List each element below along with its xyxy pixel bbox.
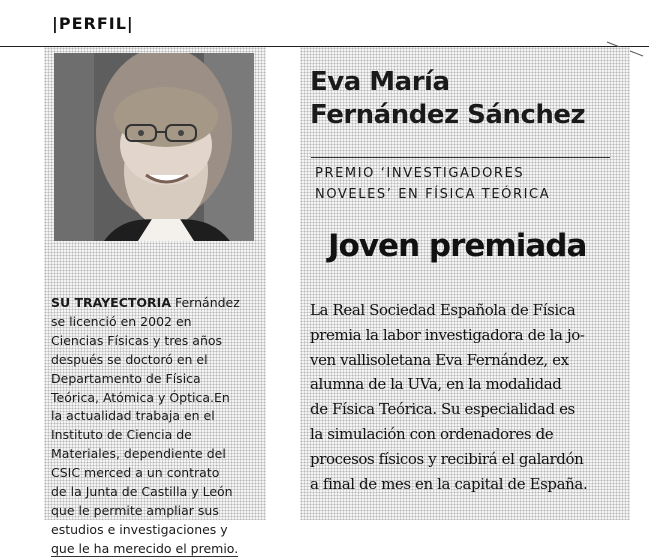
career-text-line: de la Junta de Castilla y León <box>51 484 233 500</box>
portrait-photo <box>54 53 254 241</box>
award-line: PREMIO ‘INVESTIGADORES <box>315 166 525 181</box>
career-text-line: estudios e investigaciones y <box>51 521 228 537</box>
body-line: alumna de la UVa, en la modalidad <box>310 375 562 394</box>
career-text-line: que le permite ampliar sus <box>51 502 219 518</box>
headline: Joven premiada <box>328 228 587 264</box>
sidebar-panel <box>44 47 266 556</box>
body-line: La Real Sociedad Española de Física <box>310 301 576 319</box>
career-text-line: Departamento de Física <box>51 370 201 386</box>
body-line: procesos físicos y recibirá el galardón <box>310 449 584 468</box>
career-text-line: CSIC merced a un contrato <box>51 465 220 481</box>
body-line: premia la labor investigadora de la jo- <box>310 325 585 344</box>
divider <box>311 157 610 158</box>
career-text-line: Instituto de Ciencia de <box>51 427 192 443</box>
award-title <box>315 163 615 205</box>
career-label: SU TRAYECTORIA <box>51 295 172 310</box>
article-panel <box>300 47 630 520</box>
award-line: NOVELES’ EN FÍSICA TEÓRICA <box>315 187 551 202</box>
section-label: |PERFIL| <box>52 14 134 33</box>
person-name <box>310 66 630 132</box>
career-text-line: que le ha merecido el premio. <box>51 540 239 556</box>
career-text-line: se licenció en 2002 en <box>51 313 192 329</box>
career-text-line: Materiales, dependiente del <box>51 446 226 462</box>
body-line: ven vallisoletana Eva Fernández, ex <box>310 350 569 369</box>
body-line: la simulación con ordenadores de <box>310 424 554 443</box>
career-text-line: después se doctoró en el <box>51 351 208 367</box>
body-line: a final de mes en la capital de España. <box>310 474 588 493</box>
portrait-image <box>54 53 254 241</box>
career-text-line: Teórica, Atómica y Óptica.En <box>51 389 230 405</box>
body-line: de Física Teórica. Su especialidad es <box>310 400 575 419</box>
person-name-line: Eva María <box>310 67 450 97</box>
career-text-line: la actualidad trabaja en el <box>51 408 215 424</box>
article-body <box>310 298 615 496</box>
career-text-line: Fernández <box>171 295 240 310</box>
career-summary <box>51 294 261 559</box>
career-text-line: Ciencias Físicas y tres años <box>51 332 223 348</box>
person-name-line: Fernández Sánchez <box>310 100 586 130</box>
